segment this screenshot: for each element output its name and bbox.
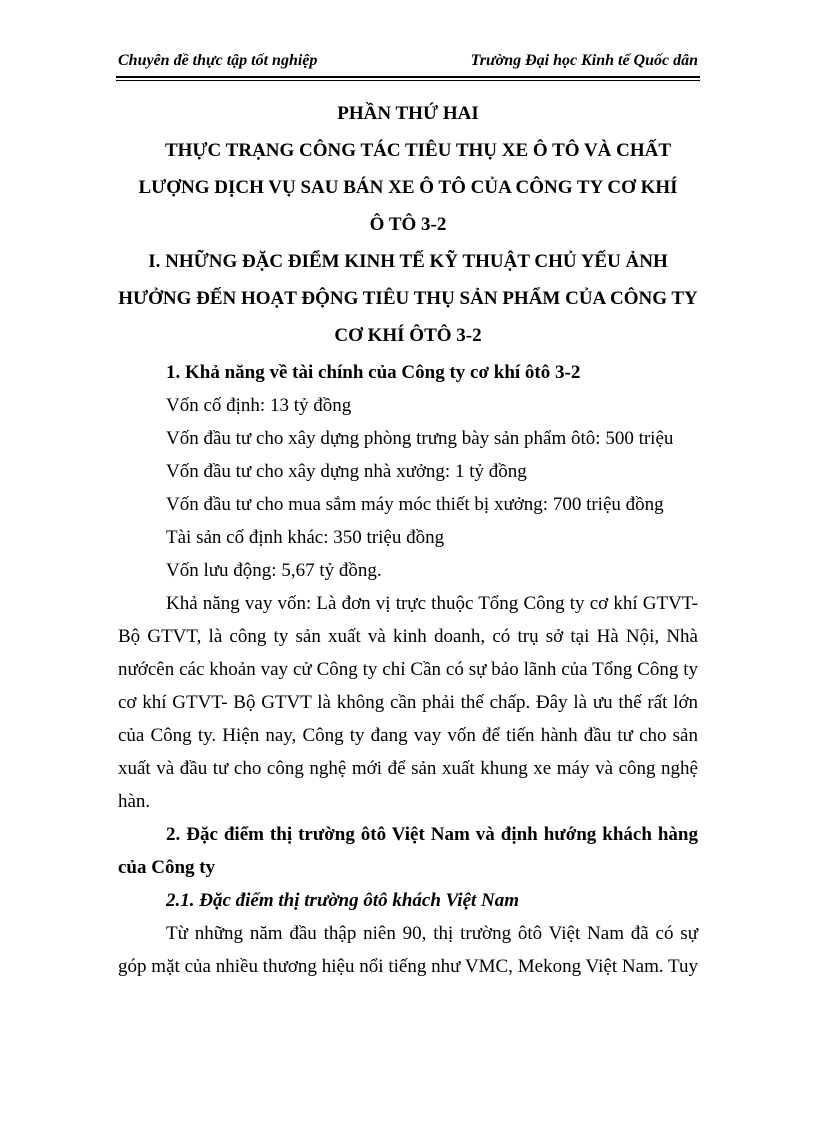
finance-item: Vốn đầu tư cho xây dựng phòng trưng bày sản phẩm ôtô: 500 triệu xyxy=(166,428,674,449)
chapter-title-line-2: LƯỢNG DỊCH VỤ SAU BÁN XE Ô TÔ CỦA CÔNG TY CƠ KHÍ xyxy=(138,177,678,198)
header-left: Chuyên đề thực tập tốt nghiệp xyxy=(118,52,318,69)
finance-item: Vốn cố định: 13 tỷ đồng xyxy=(166,395,352,416)
chapter-title-line-1: THỰC TRẠNG CÔNG TÁC TIÊU THỤ XE Ô TÔ VÀ CHẤT xyxy=(164,140,672,161)
finance-item: Vốn đầu tư cho mua sắm máy móc thiết bị xưởng: 700 triệu đồng xyxy=(166,494,664,515)
part-title: PHẦN THỨ HAI xyxy=(337,103,479,124)
header-rule-thin xyxy=(116,80,700,81)
page-content xyxy=(118,95,698,983)
header-rule-thick xyxy=(116,76,700,78)
section-heading-line-1: I. NHỮNG ĐẶC ĐIỂM KINH TẾ KỸ THUẬT CHỦ YẾU ẢNH xyxy=(148,251,668,272)
chapter-title-line-3: Ô TÔ 3-2 xyxy=(369,214,447,235)
subsection-2-heading: 2. Đặc điểm thị trường ôtô Việt Nam và định hướng khách hàng của Công ty xyxy=(118,824,698,878)
section-heading-line-3: CƠ KHÍ ÔTÔ 3-2 xyxy=(334,325,482,346)
loan-paragraph: Khả năng vay vốn: Là đơn vị trực thuộc Tổng Công ty cơ khí GTVT- Bộ GTVT, là công ty sản xuất và kinh doanh, có trụ sở tại Hà Nội, Nhà nướcên các khoản vay cử Công ty chỉ Cần có sự bảo lãnh của Tổng Công ty cơ khí GTVT- Bộ GTVT là không cần phải thế chấp. Đây là ưu thế rất lớn của Công ty. Hiện nay, Công ty đang vay vốn để tiến hành đầu tư cho sản xuất và đầu tư cho công nghệ mới để sản xuất khung xe máy và công nghệ hàn. xyxy=(118,593,698,812)
section-heading-line-2: HƯỞNG ĐẾN HOẠT ĐỘNG TIÊU THỤ SẢN PHẨM CỦA CÔNG TY xyxy=(118,288,698,309)
finance-item: Vốn lưu động: 5,67 tỷ đồng. xyxy=(166,560,382,581)
finance-item: Tài sản cố định khác: 350 triệu đồng xyxy=(166,527,445,548)
page-header xyxy=(118,52,698,73)
subsection-1-heading: 1. Khả năng về tài chính của Công ty cơ khí ôtô 3-2 xyxy=(166,362,581,383)
header-right: Trường Đại học Kinh tế Quốc dân xyxy=(470,52,698,69)
subsection-2-1-heading: 2.1. Đặc điểm thị trường ôtô khách Việt Nam xyxy=(166,890,520,911)
finance-item: Vốn đầu tư cho xây dựng nhà xưởng: 1 tỷ đồng xyxy=(166,461,527,482)
market-paragraph: Từ những năm đầu thập niên 90, thị trường ôtô Việt Nam đã có sự góp mặt của nhiều thương hiệu nổi tiếng như VMC, Mekong Việt Nam. Tuy xyxy=(118,923,698,977)
